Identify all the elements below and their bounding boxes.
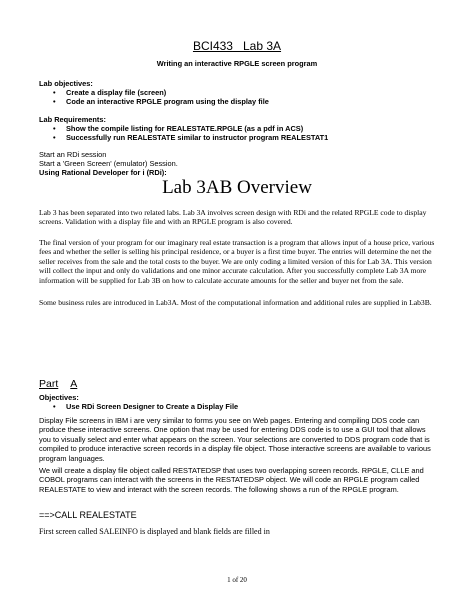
bullet-icon: • bbox=[53, 124, 56, 133]
overview-paragraph-1: Lab 3 has been separated into two related labs. Lab 3A involves screen design with RDi and the related RPGLE code to display screens. Validation with a display file and with an RPGLE program is also covered. bbox=[39, 208, 427, 227]
lab-objectives-list bbox=[39, 88, 439, 106]
lab-objectives-section bbox=[39, 79, 439, 106]
document-subtitle: Writing an interactive RPGLE screen program bbox=[156, 59, 318, 68]
lab-number: Lab 3A bbox=[243, 39, 282, 53]
list-item: • Successfully run REALESTATE similar to instructor program REALESTAT1 bbox=[53, 133, 329, 142]
bullet-icon: • bbox=[53, 88, 56, 97]
overview-paragraph-3: Some business rules are introduced in Lab3A. Most of the computational information and additional rules are supplied in Lab3B. bbox=[39, 298, 432, 307]
course-code: BCI433 bbox=[192, 39, 233, 53]
list-item: • Show the compile listing for REALESTATE.RPGLE (as a pdf in ACS) bbox=[53, 124, 304, 133]
overview-paragraph-2: The final version of your program for our imaginary real estate transaction is a program that allows input of a house price, various fees and whether the seller is selling his principal residence, or a buyer is a first time buyer. The entries will determine the net the seller receives from the sale and the total costs to the buyer. We are only coding a limited version of this for Lab 3A. This version will collect the input and only do validations and one minor accurate calculation. After you successfully complete Lab 3A more information will be supplied for Lab 3B on how to calculate accurate amounts for the seller and buyer net from the sale. bbox=[39, 238, 435, 285]
lab-requirements-list bbox=[39, 124, 439, 142]
list-item: • Code an interactive RPGLE program using the display file bbox=[53, 97, 269, 106]
part-a-paragraph-2: We will create a display file object called RESTATEDSP that uses two overlapping screen records. RPGLE, CLLE and COBOL programs can interact with the screens in the RESTATEDSP object. We will code an RPGLE program called REALESTATE to view and interact with the screen records. The following shows a run of the RPGLE program. bbox=[39, 466, 424, 494]
overview-heading: Lab 3AB Overview bbox=[162, 177, 312, 198]
bullet-icon: • bbox=[53, 402, 56, 411]
bullet-icon: • bbox=[53, 97, 56, 106]
first-screen-note: First screen called SALEINFO is displayed and blank fields are filled in bbox=[39, 527, 270, 536]
bullet-icon: • bbox=[53, 133, 56, 142]
document-title bbox=[0, 39, 474, 53]
list-item: • Use RDi Screen Designer to Create a Display File bbox=[53, 402, 239, 411]
call-command: ==>CALL REALESTATE bbox=[39, 510, 137, 520]
session-section bbox=[39, 150, 439, 177]
session-line: Start a 'Green Screen' (emulator) Session. bbox=[39, 159, 178, 168]
part-a-objectives-label: Objectives: bbox=[39, 393, 79, 402]
part-a-paragraph-1: Display File screens in IBM i are very similar to forms you see on Web pages. Entering and compiling DDS code can produce these interactive screens. One option that may be used for entering DDS code is to use a GUI tool that allows you to visually select and enter what appears on the screen. Your selections are converted to DDS program code that is compiled to produce interactive screen records in a display file object. Those interactive screens are available to various program languages. bbox=[39, 416, 431, 463]
page-number: 1 of 20 bbox=[227, 576, 247, 584]
session-line: Using Rational Developer for i (RDi): bbox=[39, 168, 167, 177]
lab-requirements-label: Lab Requirements: bbox=[39, 115, 106, 124]
session-line: Start an RDi session bbox=[39, 150, 107, 159]
part-a-heading: Part A bbox=[39, 378, 78, 390]
part-a-objectives-list bbox=[39, 402, 439, 411]
list-item: • Create a display file (screen) bbox=[53, 88, 167, 97]
lab-requirements-section bbox=[39, 115, 439, 142]
lab-objectives-label: Lab objectives: bbox=[39, 79, 93, 88]
part-a-objectives bbox=[39, 393, 439, 411]
